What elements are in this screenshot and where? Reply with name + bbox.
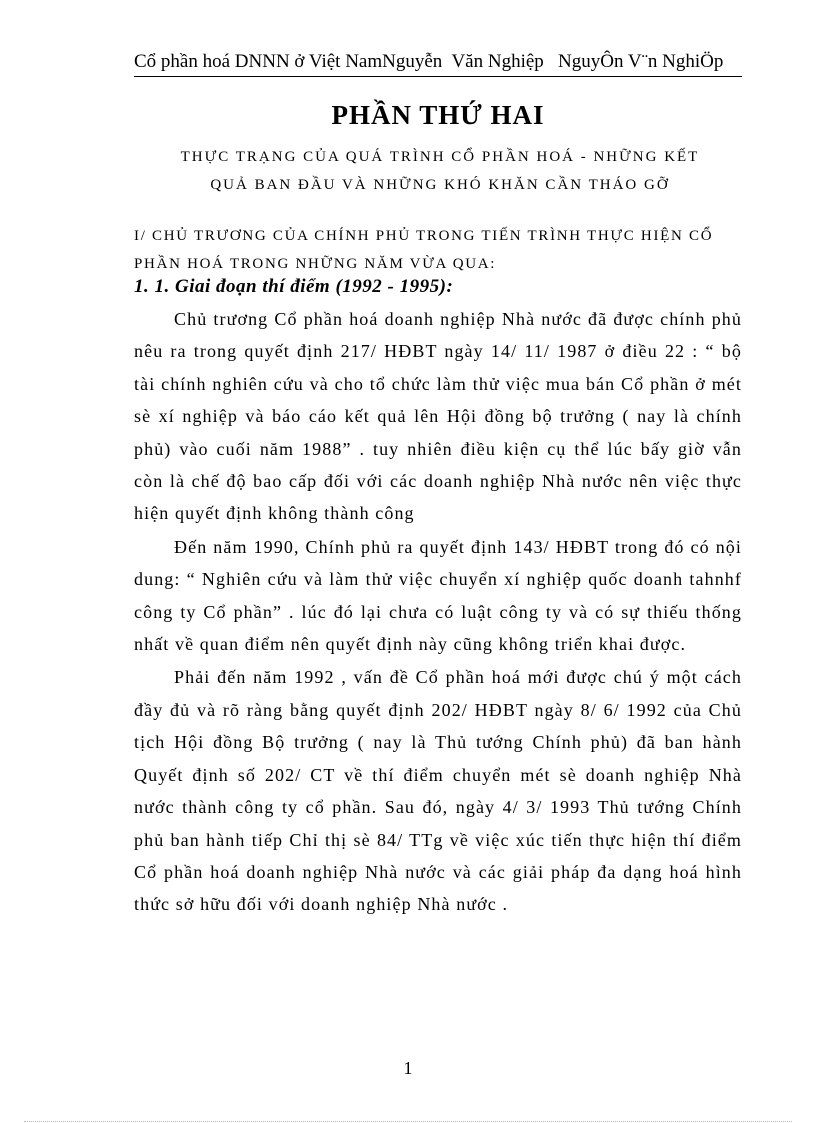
- section-heading: I/ CHỦ TRƯƠNG CỦA CHÍNH PHỦ TRONG TIẾN TRÌNH THỰC HIỆN CỔ PHẦN HOÁ TRONG NHỮNG NĂM VỪA QUA:: [134, 228, 714, 272]
- paragraph: Phải đến năm 1992 , vấn đề Cổ phần hoá mới được chú ý một cách đầy đủ và rõ ràng bằng quyết định 202/ HĐBT ngày 8/ 6/ 1992 của Chủ tịch Hội đồng Bộ trưởng ( nay là Thủ tướng Chính phủ) đã ban hành Quyết định số 202/ CT về thí điểm chuyển mét sè doanh nghiệp Nhà nước thành công ty cổ phần. Sau đó, ngày 4/ 3/ 1993 Thủ tướng Chính phủ ban hành tiếp Chỉ thị sè 84/ TTg về việc xúc tiến thực hiện thí điểm Cổ phần hoá doanh nghiệp Nhà nước và các giải pháp đa dạng hoá hình thức sở hữu đối với doanh nghiệp Nhà nước .: [134, 667, 742, 915]
- subtitle-line-2: QUẢ BAN ĐẦU VÀ NHỮNG KHÓ KHĂN CẦN THÁO GỠ: [210, 177, 670, 193]
- subsection-heading: 1. 1. Giai đoạn thí điểm (1992 - 1995):: [134, 276, 454, 297]
- page-number: 1: [403, 1058, 413, 1078]
- page-bottom-divider: [24, 1121, 792, 1122]
- part-subtitle: [150, 143, 730, 199]
- header-line-1: Cổ phần hoá DNNN ở Việt NamNguyễn Văn Nghiệp: [134, 51, 544, 72]
- subtitle-line-1: THỰC TRẠNG CỦA QUÁ TRÌNH CỔ PHẦN HOÁ - NHỮNG KẾT: [180, 149, 700, 165]
- running-header: [134, 50, 742, 77]
- header-line-2: NguyÔn V¨n NghiÖp: [558, 51, 724, 72]
- body-text: [134, 303, 742, 922]
- paragraph: Đến năm 1990, Chính phủ ra quyết định 143/ HĐBT trong đó có nội dung: “ Nghiên cứu và làm thử việc chuyển xí nghiệp quốc doanh tahnhf công ty Cổ phần” . lúc đó lại chưa có luật công ty và có sự thiếu thống nhất về quan điểm nên quyết định này cũng không triển khai được.: [134, 536, 742, 655]
- paragraph: Chủ trương Cổ phần hoá doanh nghiệp Nhà nước đã được chính phủ nêu ra trong quyết định 217/ HĐBT ngày 14/ 11/ 1987 ở điều 22 : “ bộ tài chính nghiên cứu và cho tổ chức làm thử việc mua bán Cổ phần ở mét sè xí nghiệp và báo cáo kết quả lên Hội đồng bộ trưởng ( nay là chính phủ) vào cuối năm 1988” . tuy nhiên điều kiện cụ thể lúc bấy giờ vẫn còn là chế độ bao cấp đối với các doanh nghiệp Nhà nước nên việc thực hiện quyết định không thành công: [134, 309, 742, 524]
- part-title: PHẦN THỨ HAI: [331, 100, 545, 130]
